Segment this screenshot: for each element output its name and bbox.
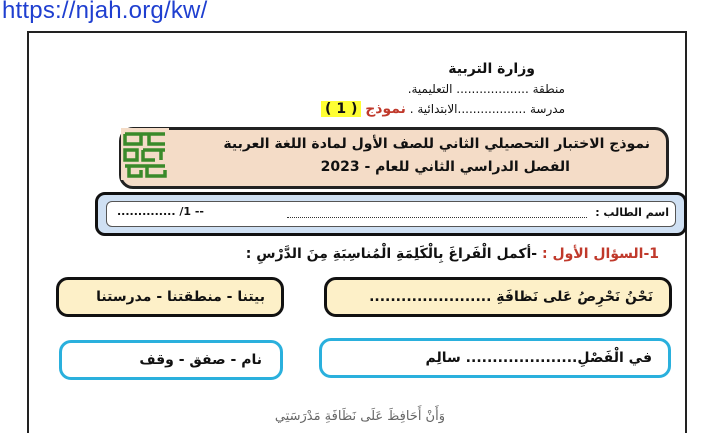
exam-title-box [119,127,669,189]
question1-heading [246,246,659,262]
model-label: نموذج [365,101,406,117]
exam-title-line2: الفصل الدراسي الثاني للعام - 2023 [320,159,570,175]
question1-instruction: -أكمل الْفَراغَ بِالْكَلِمَةِ الْمُناسِبَةِ مِنَ الدَّرْسِ : [245,246,542,262]
footer-partial-text: وَأَنْ أَحَافِظَ عَلَى نَظَافَةِ مَدْرَسَتِي [274,409,445,424]
student-info-box [95,192,687,236]
sentence-1-text[interactable]: نَحْنُ نَحْرِصُ عَلى نَظافَةِ ....................... [369,289,653,305]
score-dots: .............. [117,205,176,218]
school-label: مدرسة ..................الابتدائية . [409,102,565,116]
word-bank-1 [56,277,284,317]
word-bank-1-text: بيتنا - منطقتنا - مدرستنا [96,289,265,305]
ministry-label: وزارة التربية [448,61,535,77]
score-field [117,205,204,218]
exam-title-line1: نموذج الاختبار التحصيلي الثاني للصف الأول لمادة اللغة العربية [223,136,650,152]
sentence-2-box [319,338,671,378]
student-name-field[interactable] [287,209,587,218]
exam-page [27,31,687,433]
question1-number: 1- [643,246,659,262]
sentence-1-box [324,277,672,317]
model-number: ( 1 ) [321,101,361,117]
word-bank-2 [59,340,283,380]
word-bank-2-text: نام - صفق - وقف [139,352,262,368]
kufic-logo-icon [121,128,169,180]
sentence-2-text[interactable]: في الْفَصْلِ..................... سالِم [425,350,652,366]
student-info-inner [106,201,676,227]
school-line [321,101,565,117]
district-line: منطقة ................... التعليمية. [407,82,565,96]
question1-label: السؤال الأول : [541,246,644,262]
watermark-url: https://njah.org/kw/ [2,0,208,24]
score-value: /1 -- [179,205,204,218]
student-name-label: اسم الطالب : [595,206,669,219]
